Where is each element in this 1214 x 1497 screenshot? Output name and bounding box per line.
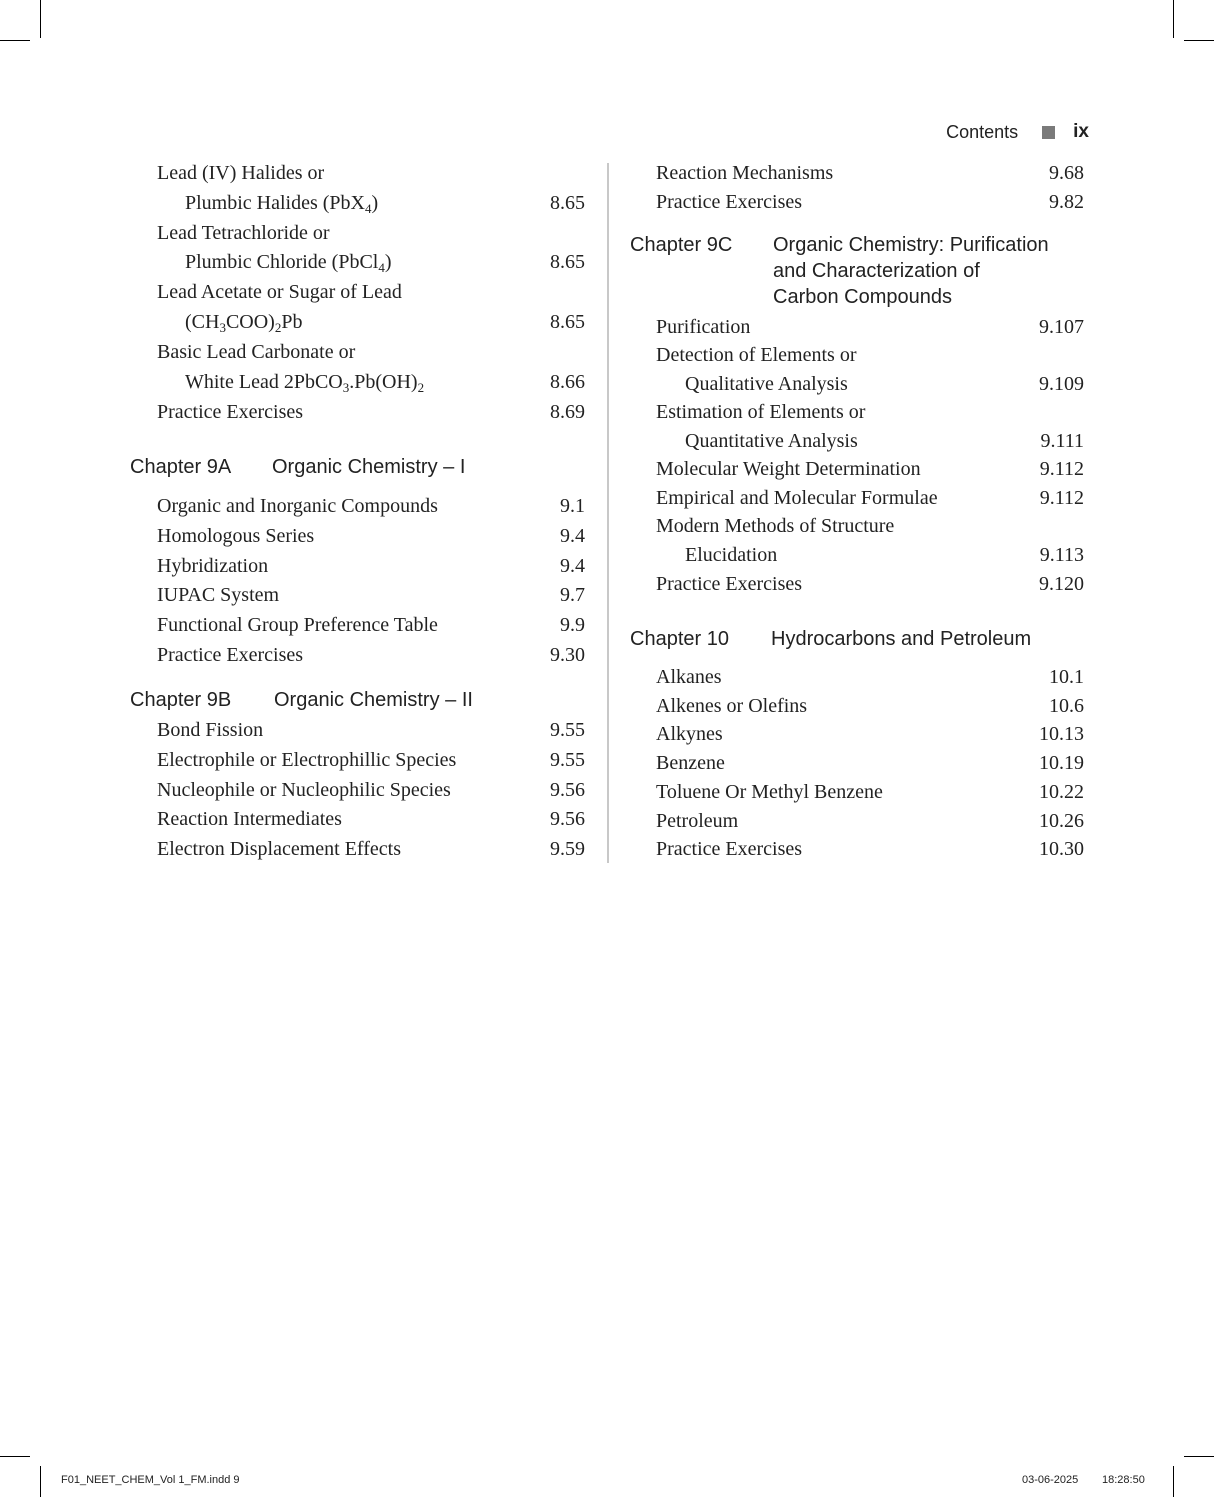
crop-mark <box>40 0 41 38</box>
column-divider <box>607 163 609 863</box>
toc-page-number[interactable]: 9.4 <box>560 554 585 577</box>
toc-entry-text[interactable]: Lead Acetate or Sugar of Lead <box>157 281 402 303</box>
toc-page-number[interactable]: 10.13 <box>1039 723 1084 746</box>
toc-page-number[interactable]: 9.56 <box>550 778 585 801</box>
toc-entry-text[interactable]: Practice Exercises <box>656 190 803 213</box>
toc-entry-text[interactable]: Quantitative Analysis <box>685 430 858 452</box>
toc-entry-text[interactable]: Modern Methods of Structure <box>656 515 895 537</box>
toc-page-number[interactable]: 9.68 <box>1049 162 1084 184</box>
footer-file-slug: F01_NEET_CHEM_Vol 1_FM.indd 9 <box>61 1474 240 1486</box>
toc-page-number[interactable]: 9.82 <box>1049 190 1084 213</box>
toc-entry-text[interactable]: Electron Displacement Effects <box>157 838 401 861</box>
toc-page-number[interactable]: 9.9 <box>560 614 585 637</box>
crop-mark <box>1173 0 1174 38</box>
toc-entry-text[interactable] <box>185 191 378 215</box>
chapter-number[interactable]: Chapter 10 <box>630 628 729 650</box>
toc-text: Plumbic Chloride (PbCl <box>185 251 379 273</box>
toc-entry-text[interactable] <box>185 250 392 274</box>
toc-entry-text[interactable]: Reaction Intermediates <box>157 808 342 831</box>
chapter-title[interactable]: Organic Chemistry: Purification <box>773 234 1049 256</box>
toc-text: White Lead 2PbCO <box>185 371 343 393</box>
header-section: Contents <box>946 121 1019 142</box>
toc-page-number[interactable]: 10.6 <box>1049 694 1084 717</box>
toc-page-number[interactable]: 9.113 <box>1039 544 1084 566</box>
toc-entry-text[interactable]: Nucleophile or Nucleophilic Species <box>157 778 451 801</box>
crop-mark <box>1184 1456 1214 1457</box>
toc-entry-text[interactable]: Lead Tetrachloride or <box>157 222 330 244</box>
toc-page-number[interactable]: 10.1 <box>1049 666 1084 688</box>
toc-page-number[interactable]: 9.55 <box>550 748 585 771</box>
chapter-title[interactable]: Organic Chemistry – II <box>274 689 473 711</box>
toc-entry-text[interactable]: Benzene <box>656 752 725 775</box>
toc-entry-text[interactable]: Reaction Mechanisms <box>656 162 834 184</box>
toc-page-number[interactable]: 9.109 <box>1039 373 1084 395</box>
crop-mark <box>0 1456 30 1457</box>
toc-entry-text[interactable]: Electrophile or Electrophillic Species <box>157 748 457 771</box>
toc-page-number[interactable]: 10.26 <box>1039 809 1084 832</box>
toc-entry-text[interactable]: Homologous Series <box>157 524 315 547</box>
chapter-title[interactable]: Organic Chemistry – I <box>272 456 466 478</box>
toc-entry-text[interactable]: Estimation of Elements or <box>656 401 866 423</box>
toc-entry-text[interactable]: Purification <box>656 316 751 338</box>
toc-entry-text[interactable]: Alkenes or Olefins <box>656 694 808 717</box>
chapter-number[interactable]: Chapter 9B <box>130 689 232 711</box>
subscript: 3 <box>342 380 350 395</box>
subscript: 2 <box>274 320 282 335</box>
toc-entry-text[interactable]: Qualitative Analysis <box>685 373 848 395</box>
toc-text: COO) <box>225 311 275 333</box>
toc-entry-text[interactable]: Elucidation <box>685 544 778 566</box>
toc-page-number[interactable]: 8.69 <box>550 401 585 423</box>
toc-text: (CH <box>185 311 220 333</box>
toc-page-number[interactable]: 9.30 <box>550 644 585 666</box>
page-number: ix <box>1073 121 1089 142</box>
toc-page-number[interactable]: 9.7 <box>560 584 585 607</box>
toc-text: .Pb(OH) <box>349 371 418 393</box>
chapter-title[interactable]: and Characterization of <box>773 260 980 282</box>
toc-page-number[interactable]: 9.107 <box>1039 316 1084 338</box>
toc-page-number[interactable]: 8.65 <box>550 311 585 333</box>
toc-entry-text[interactable] <box>185 310 302 334</box>
toc-page-number[interactable]: 8.65 <box>550 251 585 273</box>
crop-mark <box>1173 1466 1174 1497</box>
toc-entry-text[interactable]: Empirical and Molecular Formulae <box>656 487 938 509</box>
toc-page-number[interactable]: 8.65 <box>550 192 585 214</box>
toc-entry-text[interactable]: Practice Exercises <box>656 838 803 861</box>
chapter-number[interactable]: Chapter 9C <box>630 234 733 256</box>
toc-entry-text[interactable]: IUPAC System <box>157 584 280 607</box>
toc-page-number[interactable]: 8.66 <box>550 371 585 393</box>
crop-mark <box>1184 40 1214 41</box>
toc-page-number[interactable]: 9.120 <box>1039 573 1084 595</box>
chapter-title[interactable]: Carbon Compounds <box>773 286 952 308</box>
toc-text: Pb <box>281 311 303 333</box>
toc-page-number[interactable]: 9.4 <box>560 524 585 547</box>
toc-entry-text[interactable]: Hybridization <box>157 554 269 577</box>
toc-entry-text[interactable]: Toluene Or Methyl Benzene <box>656 780 883 803</box>
toc-page-number[interactable]: 10.19 <box>1039 752 1084 775</box>
toc-page-number[interactable]: 9.59 <box>550 838 585 861</box>
toc-page-number[interactable]: 9.55 <box>550 719 585 741</box>
running-header <box>946 121 1089 143</box>
toc-page-number[interactable]: 9.56 <box>550 808 585 831</box>
toc-entry-text[interactable] <box>185 370 424 394</box>
toc-entry-text[interactable]: Detection of Elements or <box>656 344 857 366</box>
toc-page-number[interactable]: 9.112 <box>1039 487 1084 509</box>
subscript: 3 <box>219 320 226 335</box>
subscript: 4 <box>378 260 385 275</box>
toc-entry-text[interactable]: Alkynes <box>656 723 723 746</box>
subscript: 4 <box>365 201 372 216</box>
toc-page-number[interactable]: 9.111 <box>1040 430 1084 452</box>
crop-mark <box>0 40 30 41</box>
square-bullet-icon <box>1042 126 1055 139</box>
toc-entry-text[interactable]: Practice Exercises <box>656 573 803 595</box>
toc-page-number[interactable]: 10.30 <box>1039 838 1084 861</box>
footer-date: 03-06-2025 <box>1022 1474 1079 1486</box>
crop-mark <box>40 1466 41 1497</box>
toc-entry-text[interactable]: Petroleum <box>656 809 739 832</box>
chapter-title[interactable]: Hydrocarbons and Petroleum <box>771 628 1032 650</box>
toc-text: ) <box>371 192 379 214</box>
toc-page-number[interactable]: 10.22 <box>1039 780 1084 803</box>
toc-entry-text[interactable]: Molecular Weight Determination <box>656 458 921 480</box>
toc-entry-text[interactable]: Lead (IV) Halides or <box>157 162 325 184</box>
toc-entry-text[interactable]: Bond Fission <box>157 719 264 741</box>
chapter-number[interactable]: Chapter 9A <box>130 456 232 478</box>
toc-entry-text[interactable]: Basic Lead Carbonate or <box>157 341 356 363</box>
toc-page-number[interactable]: 9.1 <box>560 495 585 517</box>
toc-entry-text[interactable]: Alkanes <box>656 666 722 688</box>
toc-entry-text[interactable]: Functional Group Preference Table <box>157 614 438 637</box>
toc-page-number[interactable]: 9.112 <box>1039 458 1084 480</box>
toc-entry-text[interactable]: Practice Exercises <box>157 401 304 423</box>
toc-text: ) <box>384 251 392 273</box>
toc-entry-text[interactable]: Organic and Inorganic Compounds <box>157 495 438 517</box>
toc-entry-text[interactable]: Practice Exercises <box>157 644 304 666</box>
footer-time: 18:28:50 <box>1102 1474 1145 1486</box>
toc-text: Plumbic Halides (PbX <box>185 192 365 214</box>
subscript: 2 <box>417 380 425 395</box>
